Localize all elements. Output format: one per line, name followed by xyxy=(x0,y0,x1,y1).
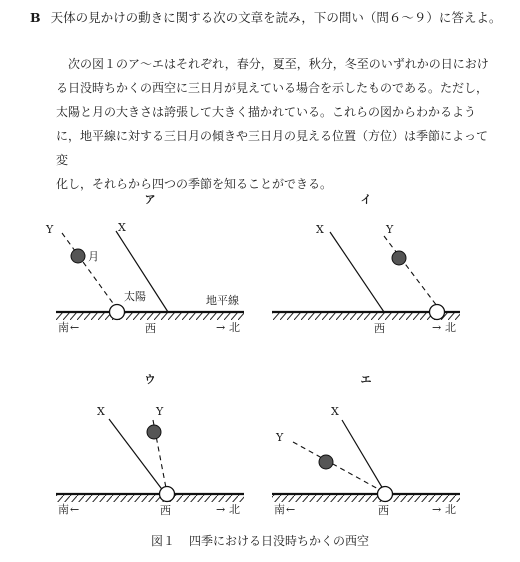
crescent-moon-icon xyxy=(392,251,406,265)
label-west: 西 xyxy=(374,322,385,335)
label-west: 西 xyxy=(160,504,171,517)
line-y xyxy=(293,442,380,490)
section-label: B xyxy=(30,10,41,25)
panel-title: イ xyxy=(360,193,372,206)
crescent-moon-icon xyxy=(147,425,161,439)
ground-hatch xyxy=(272,495,460,502)
panel-title: ウ xyxy=(144,373,156,386)
label-north: 北 xyxy=(445,503,456,516)
arrow-right-icon: → xyxy=(432,321,442,334)
sun-icon xyxy=(110,305,125,320)
label-north: 北 xyxy=(229,503,240,516)
paragraph-line: に，地平線に対する三日月の傾きや三日月の見える位置（方位）は季節によって変 xyxy=(56,129,489,167)
crescent-moon-icon xyxy=(71,249,85,263)
ground-hatch xyxy=(56,313,244,320)
ground-hatch xyxy=(56,495,244,502)
figure-caption xyxy=(0,532,520,549)
label-north: 北 xyxy=(229,321,240,334)
section-prompt: 天体の見かけの動きに関する次の文章を読み，下の問い（問６～９）に答えよ。 xyxy=(50,10,502,25)
panel-a xyxy=(45,193,244,335)
label-y: Y xyxy=(46,223,54,236)
arrow-left-icon: ← xyxy=(70,321,80,334)
label-north: 北 xyxy=(445,321,456,334)
label-x: X xyxy=(331,405,339,418)
crescent-moon-icon xyxy=(319,455,333,469)
panel-e xyxy=(272,373,460,517)
label-south: 南 xyxy=(58,321,69,334)
label-sun: 太陽 xyxy=(124,290,146,303)
figure-caption-text: 四季における日没時ちかくの西空 xyxy=(189,534,370,548)
arrow-left-icon: ← xyxy=(286,503,296,516)
label-south: 南 xyxy=(58,503,69,516)
sun-icon xyxy=(378,487,393,502)
label-x: X xyxy=(118,221,126,234)
panel-i xyxy=(272,193,460,335)
line-x xyxy=(330,232,384,312)
label-y: Y xyxy=(276,431,284,444)
line-x xyxy=(342,420,386,494)
label-moon: 月 xyxy=(88,250,99,263)
arrow-right-icon: → xyxy=(216,503,226,516)
panel-title: ア xyxy=(144,193,156,206)
label-west: 西 xyxy=(145,322,156,335)
sun-icon xyxy=(430,305,445,320)
label-x: X xyxy=(316,223,324,236)
figure-number: 図１ xyxy=(150,534,175,548)
label-y: Y xyxy=(156,405,164,418)
label-south: 南 xyxy=(274,503,285,516)
paragraph-line: 太陽と月の大きさは誇張して大きく描かれている。これらの図からわかるよう xyxy=(56,105,477,119)
sun-icon xyxy=(160,487,175,502)
paragraph-line: 化し，それらから四つの季節を知ることができる。 xyxy=(56,177,333,191)
panel-u xyxy=(56,373,244,517)
line-y xyxy=(384,236,437,306)
panel-title: エ xyxy=(360,373,372,386)
arrow-left-icon: ← xyxy=(70,503,80,516)
label-x: X xyxy=(97,405,105,418)
label-west: 西 xyxy=(378,504,389,517)
paragraph-line: る日没時ちかくの西空に三日月が見えている場合を示したものである。ただし， xyxy=(56,81,489,95)
label-y: Y xyxy=(386,223,394,236)
label-horizon: 地平線 xyxy=(206,294,239,307)
paragraph-line: 次の図１のア～エはそれぞれ，春分，夏至，秋分，冬至のいずれかの日におけ xyxy=(68,57,489,71)
arrow-right-icon: → xyxy=(432,503,442,516)
arrow-right-icon: → xyxy=(216,321,226,334)
line-y xyxy=(62,233,115,306)
